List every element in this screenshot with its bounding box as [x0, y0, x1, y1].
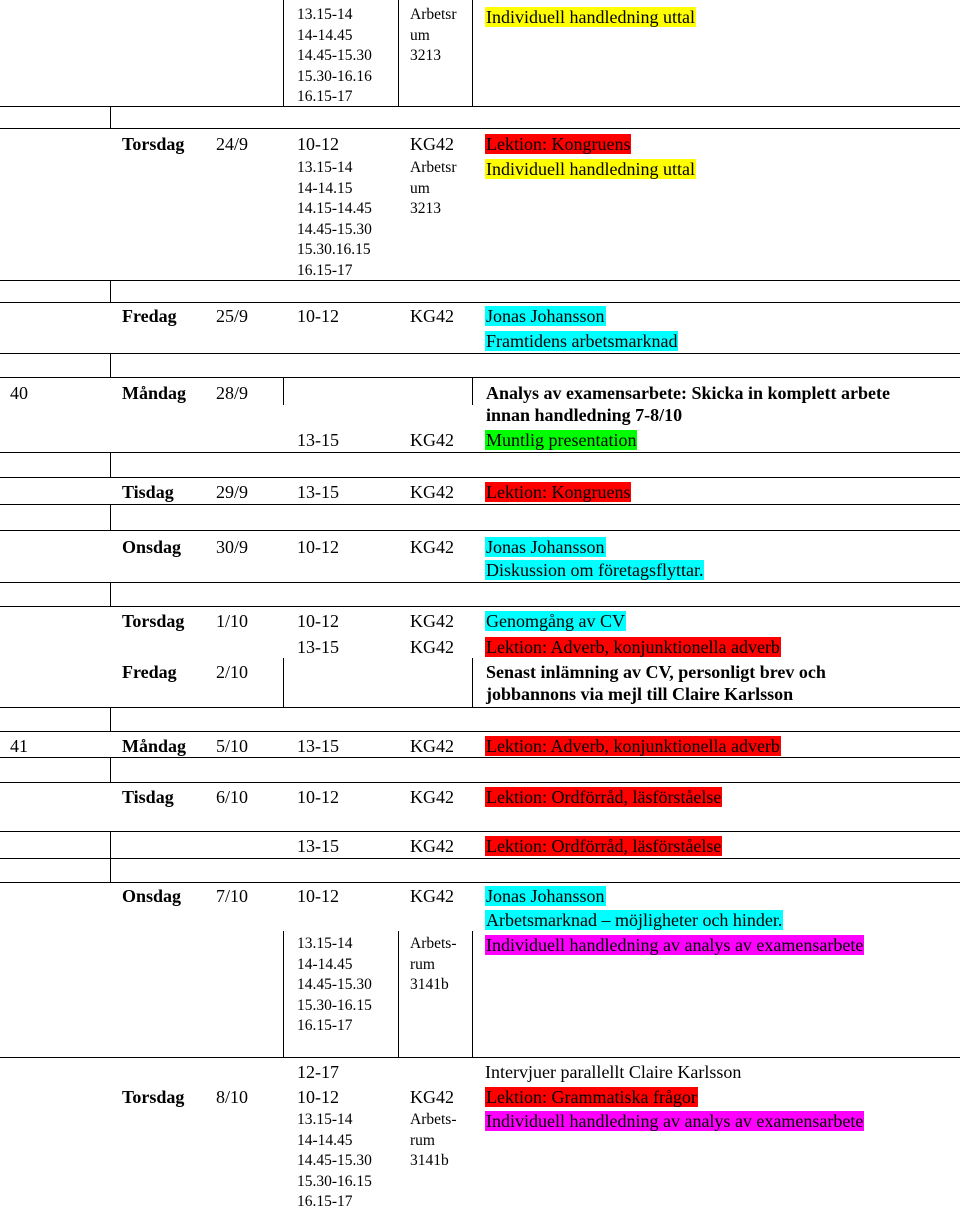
time: 10-12 — [297, 537, 339, 557]
activity — [485, 610, 626, 632]
row-divider — [0, 882, 960, 883]
time: 13-15 — [297, 637, 339, 657]
row-divider — [0, 302, 960, 303]
time: 10-12 — [297, 1087, 339, 1107]
date: 8/10 — [216, 1087, 249, 1107]
cell-divider — [110, 280, 111, 302]
activity — [485, 158, 696, 180]
time: 12-17 — [297, 1062, 339, 1082]
date: 7/10 — [216, 886, 249, 906]
guest-name: Jonas Johansson — [486, 886, 605, 906]
row-divider — [0, 530, 960, 531]
topic-label: Framtidens arbetsmarknad — [486, 331, 678, 351]
guest-topic — [485, 909, 783, 931]
day-name: Onsdag — [122, 537, 182, 557]
slot-times: 13.15-14 14-14.45 14.45-15.30 15.30-16.15 16.15-17 — [297, 1111, 372, 1210]
lesson-label: Lektion: Kongruens — [486, 482, 631, 502]
activity — [485, 133, 631, 155]
presentation-label: Muntlig presentation — [486, 430, 637, 450]
analysis-label: Individuell handledning av analys av examensarbete — [486, 935, 864, 955]
week-number: 41 — [10, 736, 28, 756]
analysis-label: Individuell handledning av analys av examensarbete — [486, 1111, 864, 1131]
time: 10-12 — [297, 611, 339, 631]
cell-divider — [110, 106, 111, 128]
row-divider — [0, 106, 960, 107]
guest-speaker — [485, 305, 606, 327]
activity — [485, 735, 781, 757]
row-divider — [0, 128, 960, 129]
date: 24/9 — [216, 134, 249, 154]
time: 13-15 — [297, 430, 339, 450]
lesson-label: Lektion: Grammatiska frågor — [486, 1087, 697, 1107]
room: KG42 — [410, 430, 454, 450]
row-divider — [0, 377, 960, 378]
date: 5/10 — [216, 736, 249, 756]
row-divider — [0, 831, 960, 832]
time: 10-12 — [297, 134, 339, 154]
row-divider — [0, 353, 960, 354]
day-name: Tisdag — [122, 787, 174, 807]
room: KG42 — [410, 611, 454, 631]
activity: Intervjuer parallellt Claire Karlsson — [485, 1062, 742, 1082]
date: 25/9 — [216, 306, 249, 326]
row-divider — [0, 606, 960, 607]
guest-name: Jonas Johansson — [486, 306, 605, 326]
activity — [485, 6, 696, 28]
cell-divider — [110, 504, 111, 530]
cell-divider — [110, 858, 111, 882]
slot-times: 13.15-14 14-14.45 14.45-15.30 15.30-16.15 16.15-17 — [297, 935, 372, 1034]
deadline-note: Analys av examensarbete: Skicka in komplett arbete innan handledning 7-8/10 — [486, 383, 890, 425]
time: 10-12 — [297, 306, 339, 326]
activity — [485, 1086, 698, 1108]
slot-times: 13.15-14 14-14.45 14.45-15.30 15.30-16.16 16.15-17 — [297, 6, 372, 105]
room: KG42 — [410, 637, 454, 657]
cell-divider — [110, 757, 111, 782]
lesson-label: Lektion: Ordförråd, läsförståelse — [486, 787, 722, 807]
activity — [485, 786, 722, 808]
guest-topic — [485, 559, 704, 581]
cell-divider — [110, 353, 111, 377]
lesson-label: Lektion: Adverb, konjunktionella adverb — [486, 637, 780, 657]
room: KG42 — [410, 134, 454, 154]
room-label: Arbets- rum 3141b — [410, 1111, 457, 1169]
slot-times: 13.15-14 14-14.15 14.15-14.45 14.45-15.30 15.30.16.15 16.15-17 — [297, 159, 372, 279]
row-divider — [0, 504, 960, 505]
date: 2/10 — [216, 662, 249, 682]
row-divider — [0, 280, 960, 281]
day-name: Torsdag — [122, 1087, 185, 1107]
cell-divider — [398, 0, 399, 106]
room-label: Arbets- rum 3141b — [410, 935, 457, 993]
time: 13-15 — [297, 482, 339, 502]
date: 6/10 — [216, 787, 249, 807]
guest-topic — [485, 330, 678, 352]
day-name: Fredag — [122, 306, 177, 326]
cell-divider — [472, 0, 473, 106]
room: KG42 — [410, 836, 454, 856]
date: 28/9 — [216, 383, 249, 403]
room: KG42 — [410, 1087, 454, 1107]
row-divider — [0, 858, 960, 859]
cell-divider — [472, 931, 473, 1057]
day-name: Torsdag — [122, 134, 185, 154]
guest-speaker — [485, 885, 606, 907]
cell-divider — [283, 931, 284, 1057]
room: KG42 — [410, 787, 454, 807]
activity — [485, 429, 637, 451]
lesson-label: Lektion: Ordförråd, läsförståelse — [486, 836, 722, 856]
cell-divider — [283, 377, 284, 405]
lesson-label: Lektion: Adverb, konjunktionella adverb — [486, 736, 780, 756]
cell-divider — [110, 707, 111, 731]
cell-divider — [398, 931, 399, 1057]
cell-divider — [472, 658, 473, 707]
cell-divider — [110, 582, 111, 606]
cell-divider — [110, 452, 111, 477]
date: 29/9 — [216, 482, 249, 502]
cell-divider — [110, 831, 111, 858]
room: KG42 — [410, 537, 454, 557]
week-number: 40 — [10, 383, 28, 403]
activity-label: Individuell handledning uttal — [486, 159, 695, 179]
time: 10-12 — [297, 886, 339, 906]
guest-name: Jonas Johansson — [486, 537, 605, 557]
time: 13-15 — [297, 736, 339, 756]
activity — [485, 481, 631, 503]
row-divider — [0, 477, 960, 478]
room: KG42 — [410, 482, 454, 502]
day-name: Måndag — [122, 383, 187, 403]
activity — [485, 1110, 864, 1132]
cell-divider — [472, 377, 473, 405]
date: 30/9 — [216, 537, 249, 557]
review-label: Genomgång av CV — [486, 611, 625, 631]
deadline-note: Senast inlämning av CV, personligt brev och jobbannons via mejl till Claire Karlsson — [486, 662, 826, 704]
day-name: Måndag — [122, 736, 187, 756]
row-divider — [0, 707, 960, 708]
guest-speaker — [485, 536, 606, 558]
cell-divider — [283, 0, 284, 106]
room: KG42 — [410, 736, 454, 756]
room-label: Arbetsr um 3213 — [410, 6, 457, 64]
activity-label: Individuell handledning uttal — [486, 7, 695, 27]
row-divider — [0, 582, 960, 583]
date: 1/10 — [216, 611, 249, 631]
room-label: Arbetsr um 3213 — [410, 159, 457, 217]
day-name: Torsdag — [122, 611, 185, 631]
row-divider — [0, 452, 960, 453]
row-divider — [0, 731, 960, 732]
day-name: Onsdag — [122, 886, 182, 906]
time: 13-15 — [297, 836, 339, 856]
day-name: Fredag — [122, 662, 177, 682]
row-divider — [0, 757, 960, 758]
lesson-label: Lektion: Kongruens — [486, 134, 631, 154]
activity — [485, 835, 722, 857]
cell-divider — [283, 658, 284, 707]
activity — [485, 934, 864, 956]
topic-label: Diskussion om företagsflyttar. — [486, 560, 704, 580]
row-divider — [0, 1057, 960, 1058]
day-name: Tisdag — [122, 482, 174, 502]
time: 10-12 — [297, 787, 339, 807]
row-divider — [0, 782, 960, 783]
room: KG42 — [410, 306, 454, 326]
room: KG42 — [410, 886, 454, 906]
activity — [485, 636, 781, 658]
topic-label: Arbetsmarknad – möjligheter och hinder. — [486, 910, 783, 930]
